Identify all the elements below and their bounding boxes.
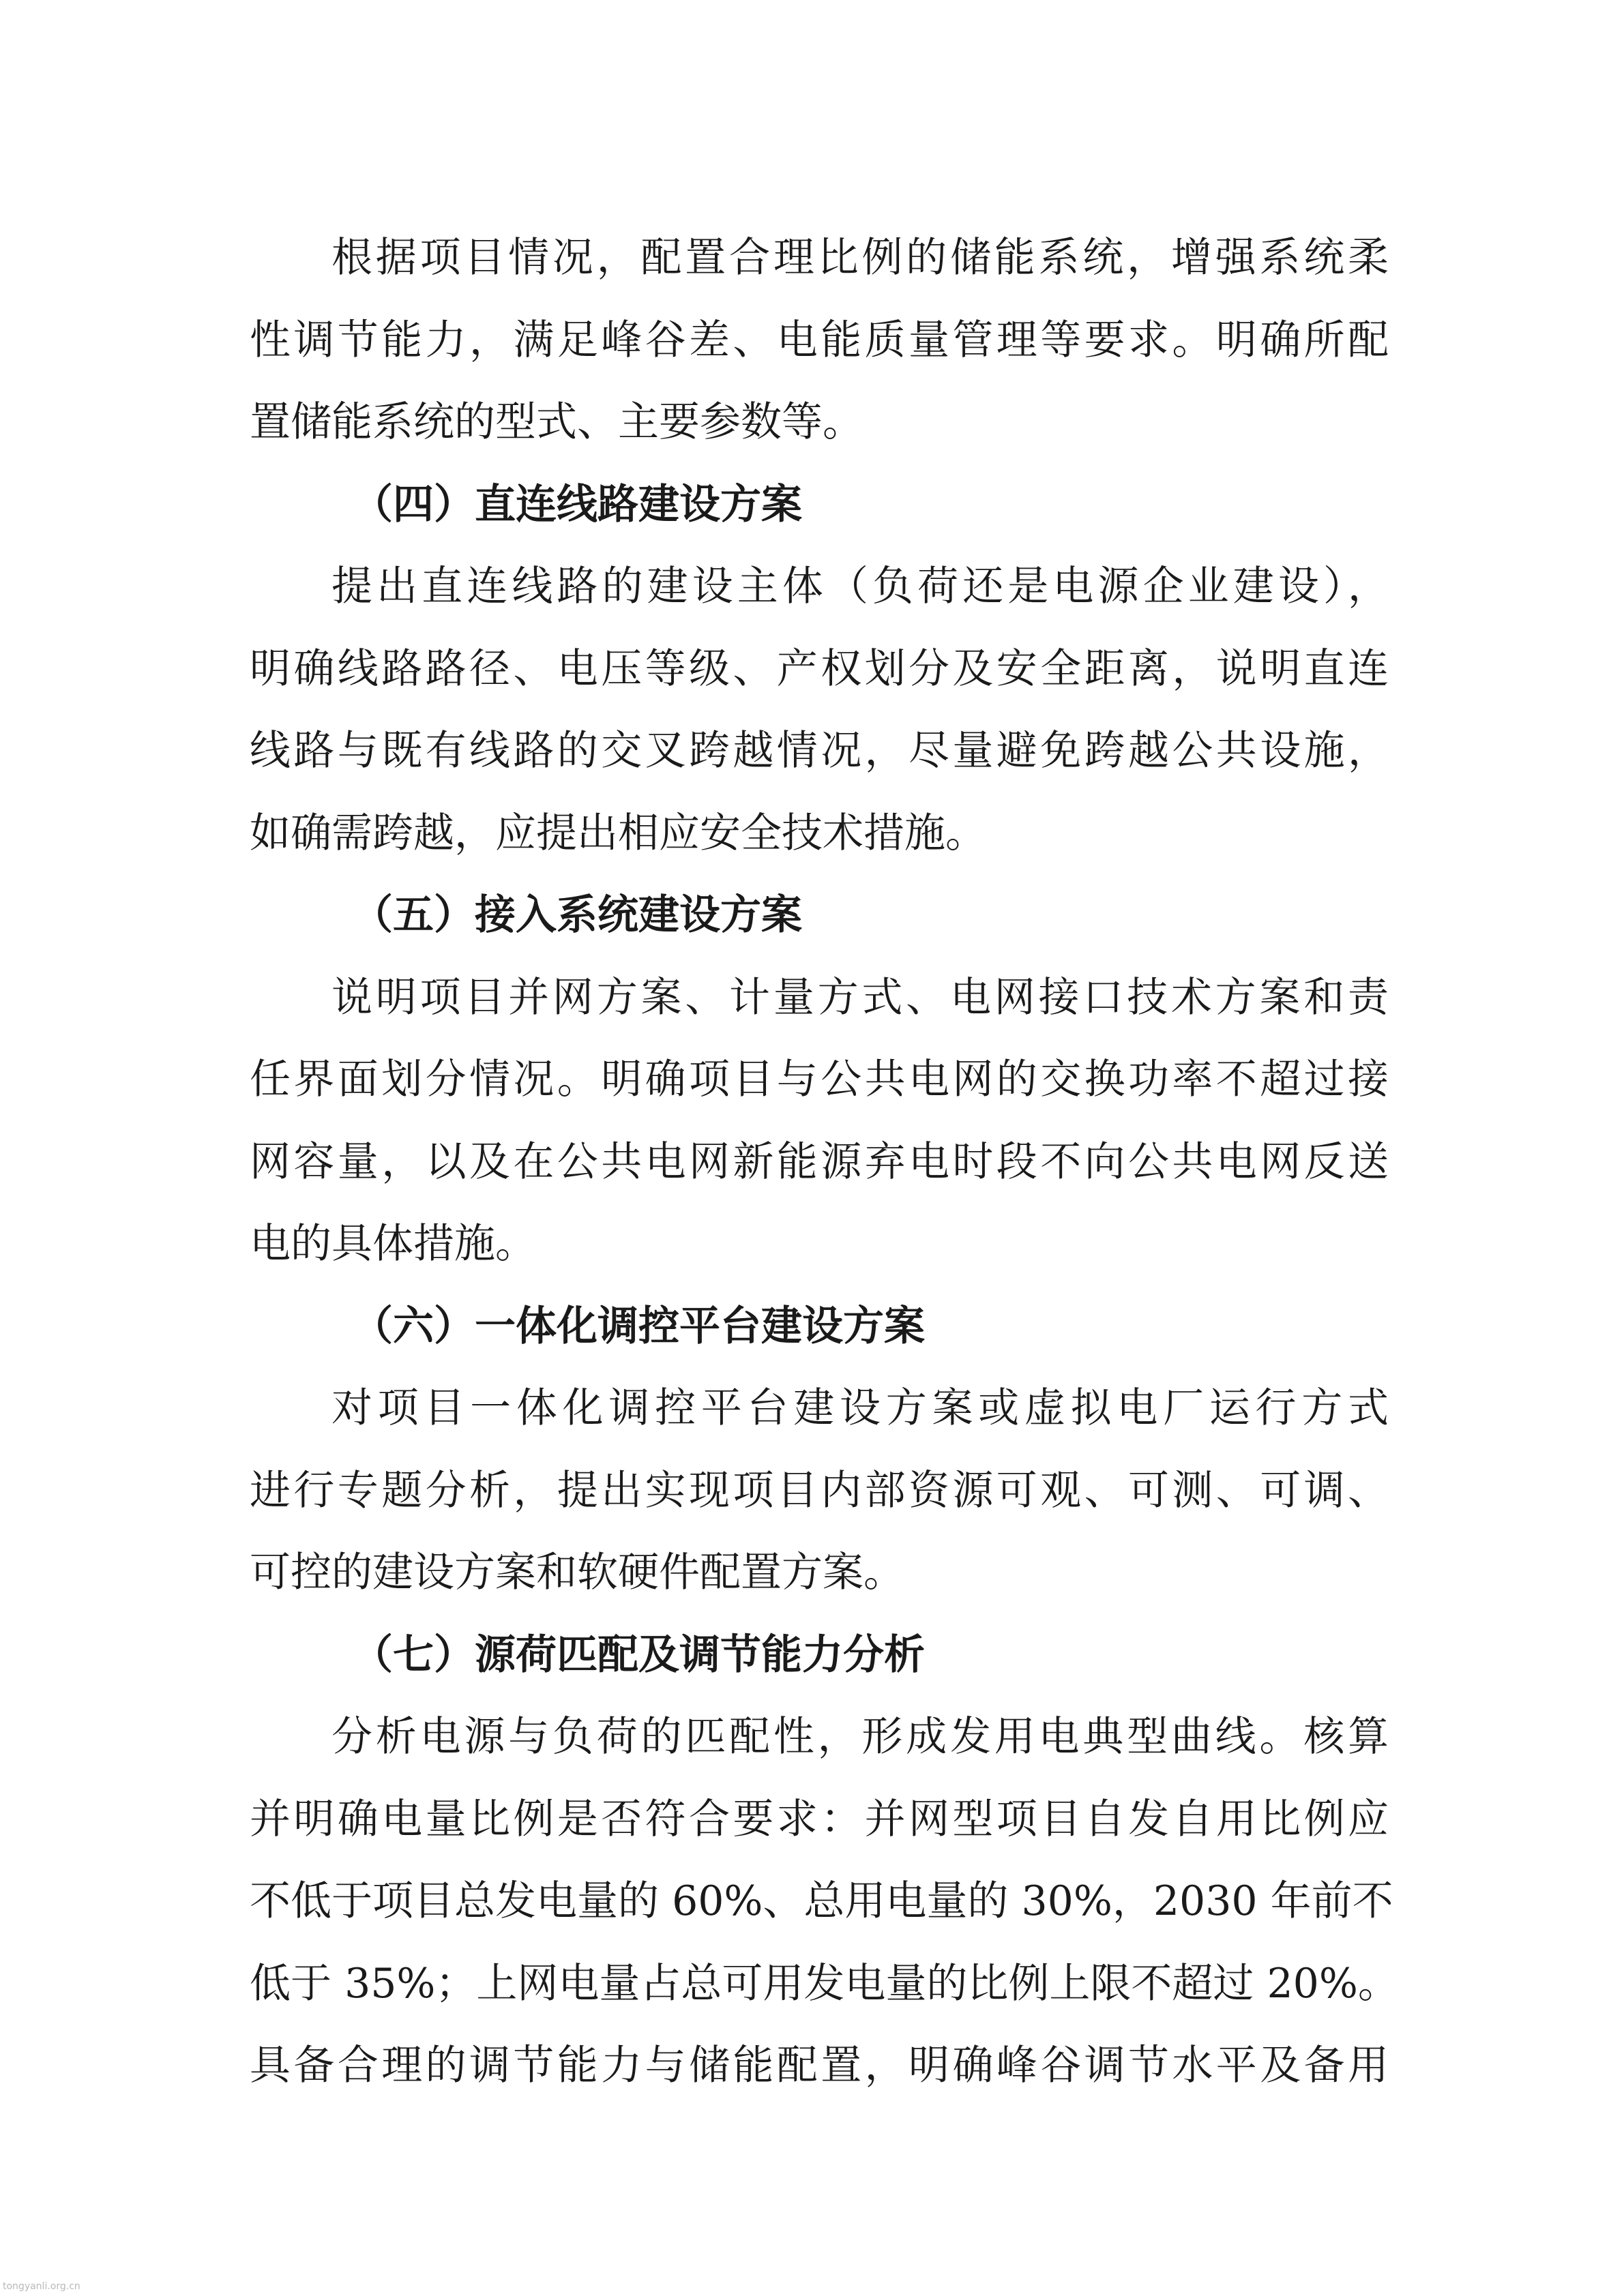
paragraph-line: 具备合理的调节能力与储能配置，明确峰谷调节水平及备用 [250,2042,1389,2089]
paragraph-line: 低于 35%；上网电量占总可用发电量的比例上限不超过 20%。 [250,1959,1399,2008]
section-heading-5: （五）接入系统建设方案 [352,891,802,939]
paragraph-line: 任界面划分情况。明确项目与公共电网的交换功率不超过接 [250,1056,1389,1103]
paragraph-line: 电的具体措施。 [250,1220,536,1268]
paragraph-line: 线路与既有线路的交叉跨越情况，尽量避免跨越公共设施， [250,727,1389,775]
watermark: tongyanli.org.cn [3,2281,80,2292]
paragraph-line: 对项目一体化调控平台建设方案或虚拟电厂运行方式 [331,1384,1389,1432]
document-body [250,217,1399,2107]
paragraph-line: 根据项目情况，配置合理比例的储能系统，增强系统柔 [331,234,1389,282]
section-heading-4: （四）直连线路建设方案 [352,480,802,528]
paragraph-line: 提出直连线路的建设主体（负荷还是电源企业建设）， [331,563,1389,610]
section-heading-6: （六）一体化调控平台建设方案 [352,1302,925,1350]
paragraph-line: 分析电源与负荷的匹配性，形成发用电典型曲线。核算 [331,1713,1389,1761]
paragraph-line: 不低于项目总发电量的 60%、总用电量的 30%，2030 年前不 [250,1877,1393,1925]
section-heading-7: （七）源荷匹配及调节能力分析 [352,1630,925,1679]
paragraph-line: 可控的建设方案和软硬件配置方案。 [250,1549,904,1596]
paragraph-line: 说明项目并网方案、计量方式、电网接口技术方案和责 [331,973,1389,1022]
paragraph-line: 明确线路路径、电压等级、产权划分及安全距离，说明直连 [250,644,1389,693]
paragraph-line: 置储能系统的型式、主要参数等。 [250,398,863,446]
paragraph-line: 性调节能力，满足峰谷差、电能质量管理等要求。明确所配 [250,316,1389,364]
paragraph-line: 如确需跨越，应提出相应安全技术措施。 [250,809,986,857]
paragraph-line: 进行专题分析，提出实现项目内部资源可观、可测、可调、 [250,1466,1389,1515]
paragraph-line: 并明确电量比例是否符合要求：并网型项目自发自用比例应 [250,1795,1389,1843]
paragraph-line: 网容量，以及在公共电网新能源弃电时段不向公共电网反送 [250,1137,1389,1186]
